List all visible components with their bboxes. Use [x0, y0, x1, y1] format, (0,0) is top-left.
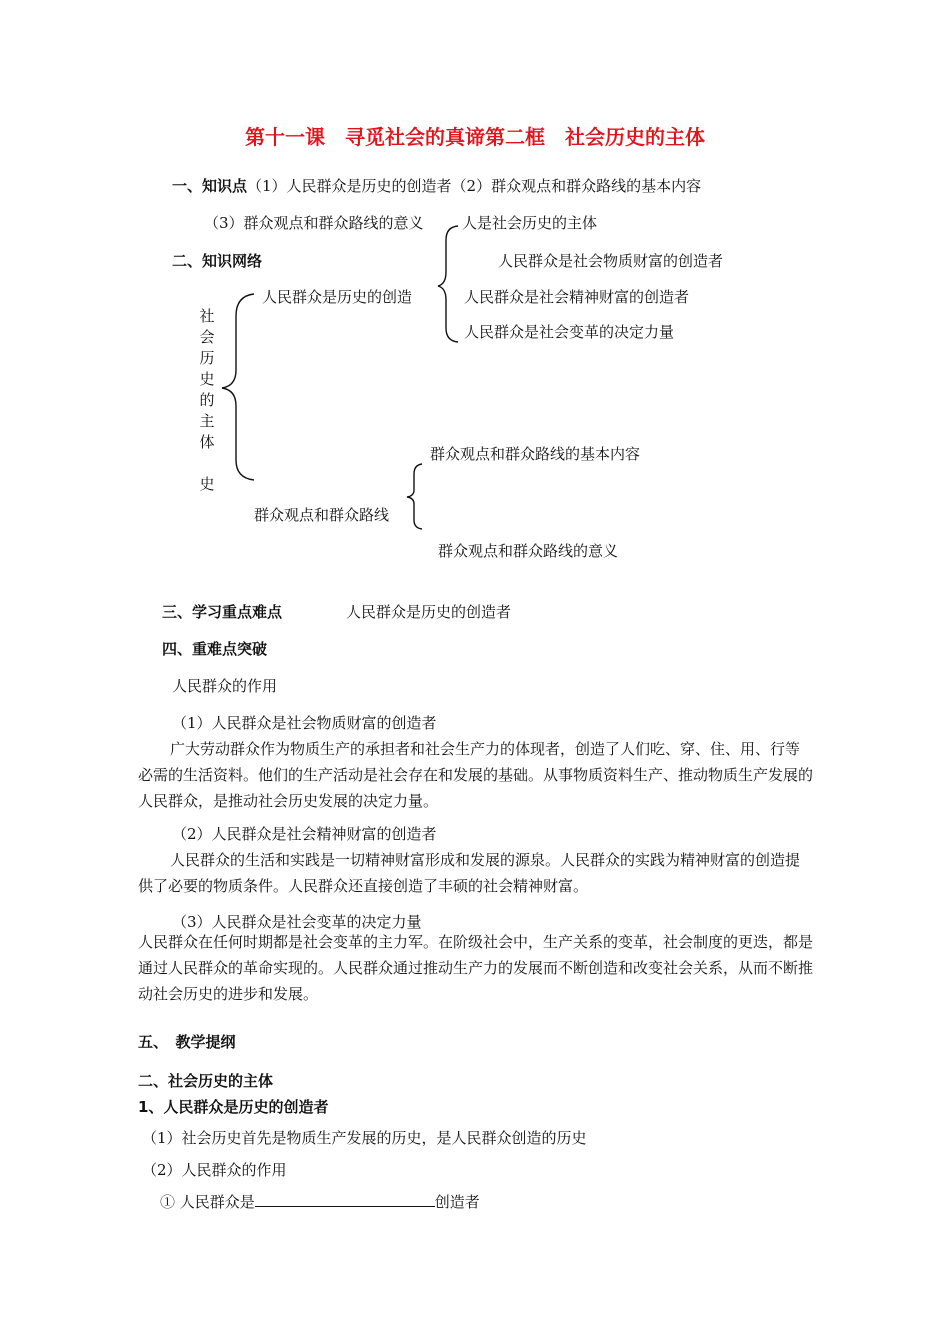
fill-prefix: ① 人民群众是	[160, 1193, 255, 1211]
point-label: （1）人民群众是社会物质财富的创造者	[172, 714, 437, 732]
branch1-label: 人民群众是历史的创造	[262, 288, 413, 306]
sec5-heading: 五、 教学提纲	[138, 1033, 236, 1051]
blank-field[interactable]	[255, 1192, 435, 1207]
root-char: 的	[199, 391, 215, 409]
sec1-line2: （3）群众观点和群众路线的意义	[204, 214, 424, 232]
branch1-item: 人民群众是社会物质财富的创造者	[498, 252, 724, 270]
point-text: 人民群众在任何时期都是社会变革的主力军。在阶级社会中，生产关系的变革，社会制度的更迭，都是通过人民群众的革命实现的。人民群众通过推动生产力的发展而不断创造和改变社会关系，从而不断推动社会历史的进步和发展。	[138, 933, 814, 1003]
network-root-vertical	[198, 306, 216, 495]
sec1-heading: 一、知识点	[172, 177, 248, 195]
root-brace	[218, 292, 258, 482]
branch1-item: 人是社会历史的主体	[462, 214, 598, 232]
root-char: 社	[199, 307, 215, 325]
outline-item: （2）人民群众的作用	[142, 1161, 287, 1179]
page-title: 第十一课 寻觅社会的真谛第二框 社会历史的主体	[245, 125, 705, 149]
point-label: （2）人民群众是社会精神财富的创造者	[172, 825, 437, 843]
root-char: 史	[199, 475, 215, 493]
outline-heading: 二、社会历史的主体	[138, 1072, 274, 1090]
root-char: 体	[199, 433, 215, 451]
branch2-brace	[404, 462, 426, 530]
point-text: 广大劳动群众作为物质生产的承担者和社会生产力的体现者，创造了人们吃、穿、住、用、行等必需的生活资料。他们的生产活动是社会存在和发展的基础。从事物质资料生产、推动物质生产发展的人民群众，是推动社会历史发展的决定力量。	[138, 740, 814, 810]
sec3-content: 人民群众是历史的创造者	[346, 603, 512, 621]
branch1-brace	[436, 224, 462, 344]
branch2-item: 群众观点和群众路线的意义	[438, 542, 619, 560]
root-char: 主	[199, 412, 215, 430]
point-label: （3）人民群众是社会变革的决定力量	[172, 913, 422, 931]
sec1-line1: （1）人民群众是历史的创造者（2）群众观点和群众路线的基本内容	[247, 177, 702, 195]
knowledge-points	[172, 176, 701, 196]
root-char: 历	[199, 349, 215, 367]
point-text: 人民群众的生活和实践是一切精神财富形成和发展的源泉。人民群众的实践为精神财富的创造提供了必要的物质条件。人民群众还直接创造了丰硕的社会精神财富。	[138, 851, 801, 895]
root-char: 会	[199, 328, 215, 346]
root-char	[198, 453, 216, 474]
sec3-heading: 三、学习重点难点	[162, 603, 283, 621]
branch2-item: 群众观点和群众路线的基本内容	[430, 445, 641, 463]
sec2-heading: 二、知识网络	[172, 252, 263, 270]
root-char: 史	[199, 370, 215, 388]
branch2-label: 群众观点和群众路线	[254, 506, 390, 524]
fill-suffix: 创造者	[434, 1193, 480, 1211]
branch1-item: 人民群众是社会精神财富的创造者	[464, 288, 690, 306]
sec4-heading: 四、重难点突破	[162, 640, 268, 658]
outline-item: （1）社会历史首先是物质生产发展的历史，是人民群众创造的历史	[142, 1129, 587, 1147]
branch1-item: 人民群众是社会变革的决定力量	[464, 323, 675, 341]
fill-blank-line	[160, 1192, 480, 1212]
sec4-subtitle: 人民群众的作用	[172, 677, 278, 695]
outline-subheading: 1、人民群众是历史的创造者	[138, 1098, 329, 1116]
